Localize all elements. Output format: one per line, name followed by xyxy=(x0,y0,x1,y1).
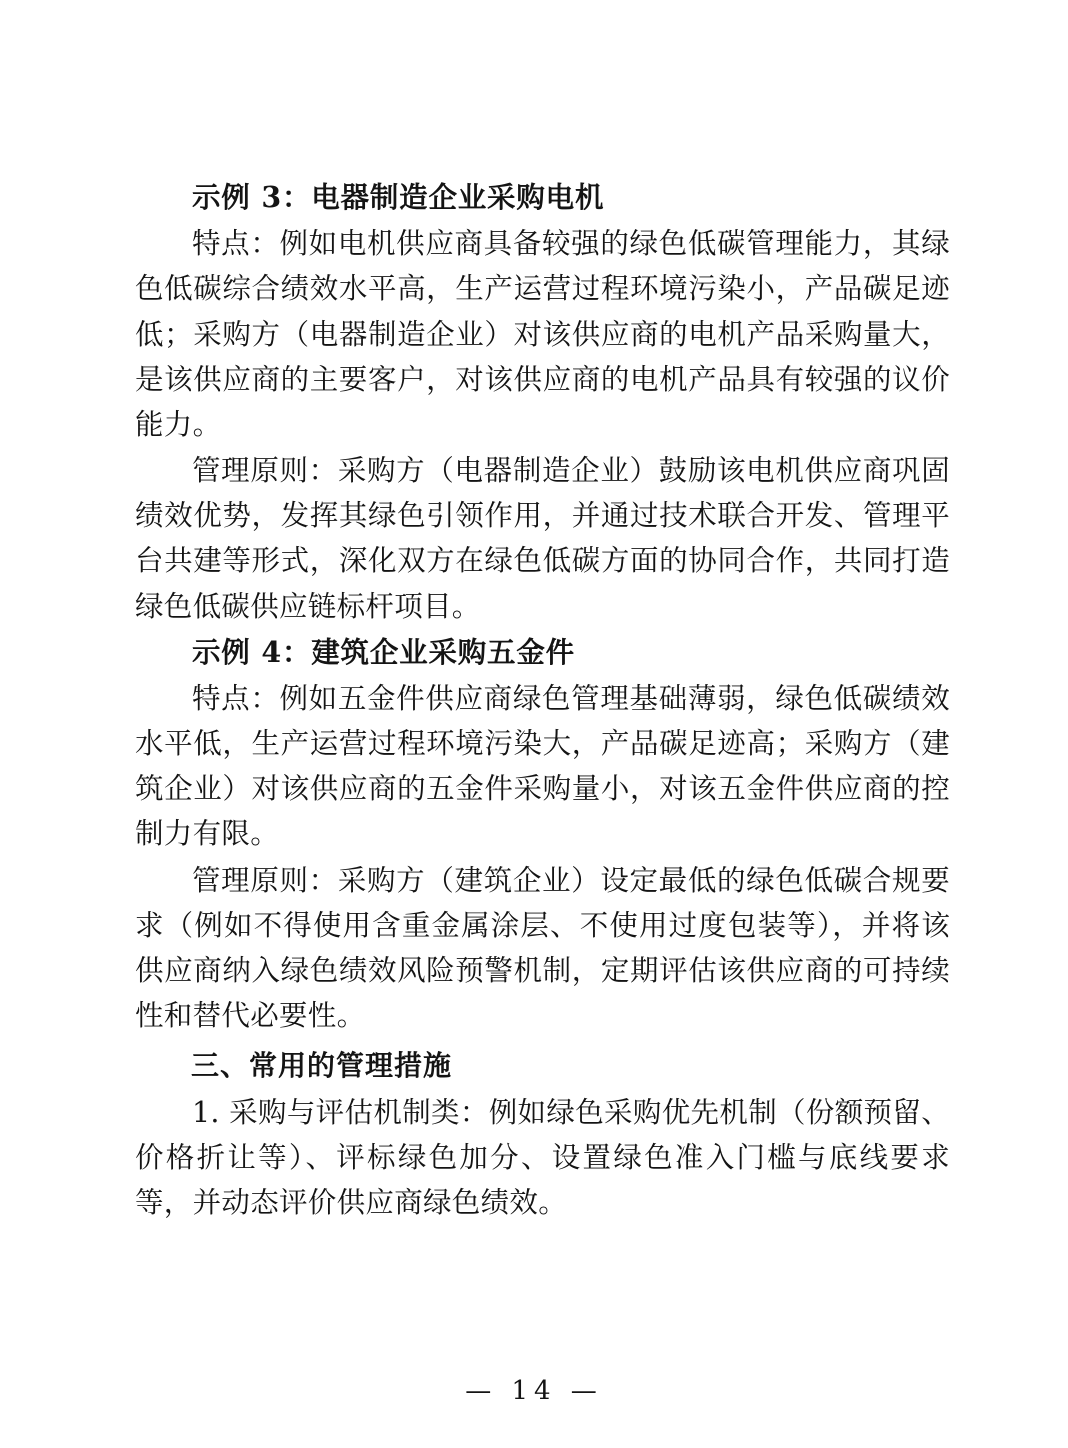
document-body xyxy=(135,175,950,1225)
paragraph-example-4-features: 特点：例如五金件供应商绿色管理基础薄弱，绿色低碳绩效水平低，生产运营过程环境污染大，产品碳足迹高；采购方（建筑企业）对该供应商的五金件采购量小，对该五金件供应商的控制力有限。 xyxy=(135,681,950,851)
paragraph-example-3-title: 示例 3：电器制造企业采购电机 xyxy=(192,180,605,214)
paragraph-example-3-principle: 管理原则：采购方（电器制造企业）鼓励该电机供应商巩固绩效优势，发挥其绿色引领作用，并通过技术联合开发、管理平台共建等形式，深化双方在绿色低碳方面的协同合作，共同打造绿色低碳供应链标杆项目。 xyxy=(135,454,950,623)
paragraph-example-4-principle: 管理原则：采购方（建筑企业）设定最低的绿色低碳合规要求（例如不得使用含重金属涂层、不使用过度包装等），并将该供应商纳入绿色绩效风险预警机制，定期评估该供应商的可持续性和替代必要性。 xyxy=(135,863,950,1033)
paragraph-example-4-title: 示例 4：建筑企业采购五金件 xyxy=(192,634,575,669)
paragraph-example-3-features: 特点：例如电机供应商具备较强的绿色低碳管理能力，其绿色低碳综合绩效水平高，生产运营过程环境污染小，产品碳足迹低；采购方（电器制造企业）对该供应商的电机产品采购量大，是该供应商的主要客户，对该供应商的电机产品具有较强的议价能力。 xyxy=(135,227,950,441)
page-number-footer: — 14 — xyxy=(465,1376,603,1406)
paragraph-section-three-title: 三、常用的管理措施 xyxy=(191,1049,453,1083)
paragraph-measure-1: 1. 采购与评估机制类：例如绿色采购优先机制（份额预留、价格折让等）、评标绿色加分、设置绿色准入门槛与底线要求等，并动态评价供应商绿色绩效。 xyxy=(135,1095,950,1219)
